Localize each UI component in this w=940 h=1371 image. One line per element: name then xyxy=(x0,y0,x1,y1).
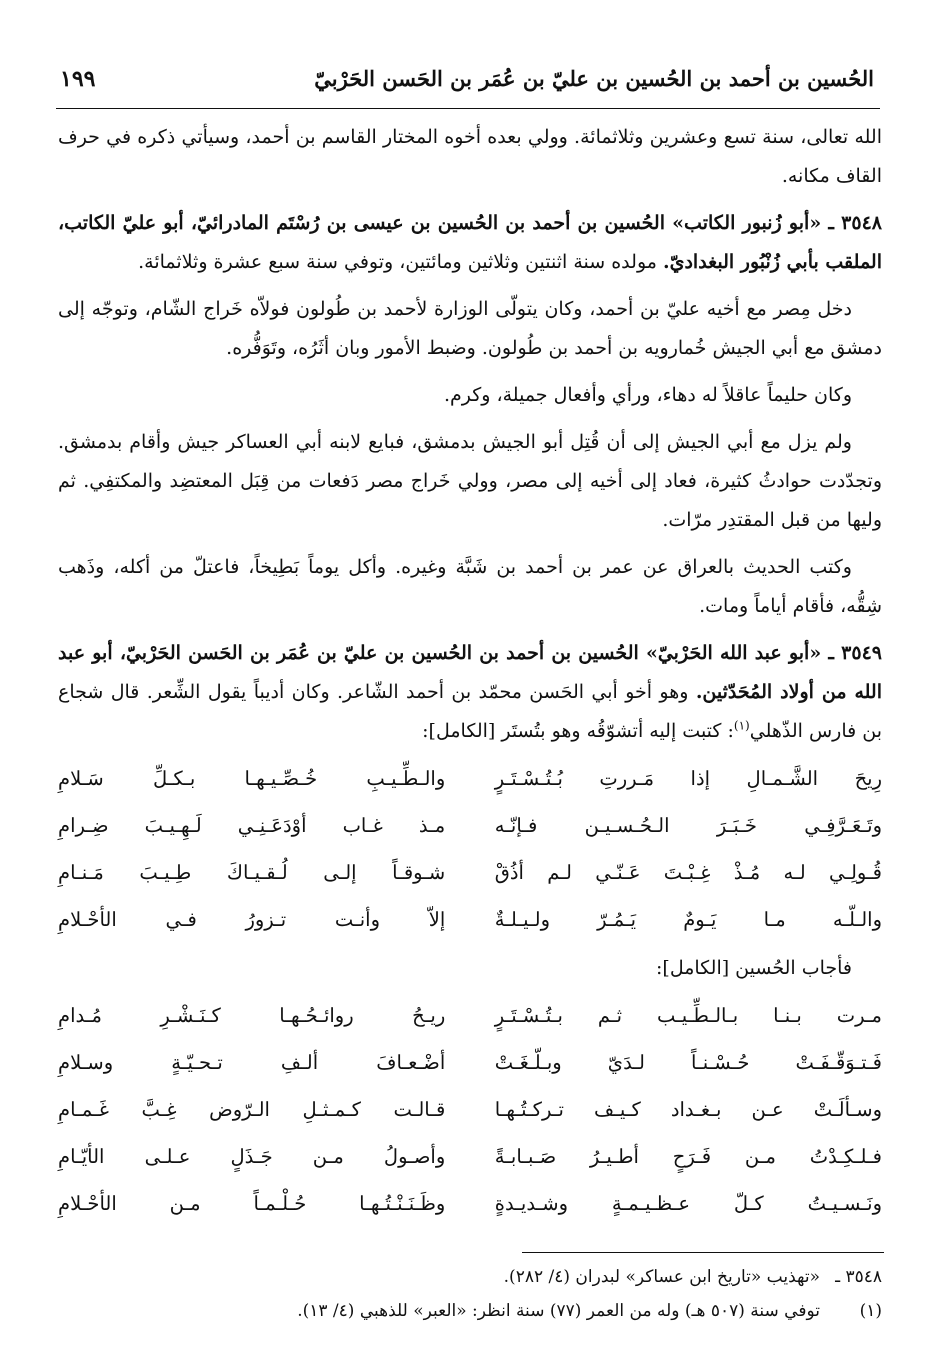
footnote-divider xyxy=(522,1252,884,1253)
verse-second-half: وأصـولُ مـن جَـذَلٍ عـلـى الأيّـامِ xyxy=(58,1145,446,1168)
paragraph-abu-al-jaysh: ولم يزل مع أبي الجيش إلى أن قُتِل أبو الجيش بدمشق، فبايع لابنه أبي العساكر جيش وأقام بدمشق. وتجدّدت حوادثُ كثيرة، فعاد إلى أخيه إلى مصر، وولي خَراج مصر دَفعات من قِبَل المعتضِد والمكتفِي. ثم وليها من قبل المقتدِر مرّات. xyxy=(58,431,882,531)
verse-first-half: رِيحَ الشَّـمـالِ إذا مَـررتِ بُـتُـسْـتَـرٍ xyxy=(494,767,882,790)
verse-second-half: والـطِّـيـبِ خُـصِّـيـهـا بـكـلِّ سَـلامِ xyxy=(58,767,446,790)
poem-letter xyxy=(58,755,882,943)
entry-3549-text: وهو أخو أبي الحَسن محمّد بن أحمد الشّاعر. وكان أديباً يقول الشِّعر. قال شجاع بن فارس الذّهلي xyxy=(58,681,882,742)
verse-first-half: فَـتـوَقّـفَـتْ حُـسْـنـاً لـدَيّ وبـلّـغَـتْ xyxy=(494,1051,882,1074)
footnote-1 xyxy=(58,1294,882,1328)
footnote-text: توفي سنة (٥٠٧ هـ) وله من العمر (٧٧) سنة انظر: «العبر» للذهبي (٤/ ١٣). xyxy=(297,1301,820,1321)
reply-intro: فأجاب الحُسين [الكامل]: xyxy=(656,957,852,979)
verse-first-half: ونَـسـيـتُ كـلّ عـظـيـمـةٍ وشـديـدةٍ xyxy=(494,1192,882,1215)
verse xyxy=(58,1039,882,1086)
verse xyxy=(58,992,882,1039)
entry-3548-dates: مولده سنة اثنتين وثلاثين ومائتين، وتوفي سنة سبع عشرة وثلاثمائة. xyxy=(138,251,663,273)
paragraph-hadith: وكتب الحديث بالعراق عن عمر بن أحمد بن شَبَّة وغيره. وأكل يوماً بَطِيخاً، فاعتلّ من أكله، وذَهب شِقُّه، فأقام أياماً ومات. xyxy=(58,556,882,617)
verse-first-half: وتَـعَـرَّفِـي خَـبَـرَ الـحُـسـيـن فـإنّـه xyxy=(494,814,882,837)
paragraph-character: وكان حليماً عاقلاً له دهاء، ورأي وأفعال جميلة، وكرم. xyxy=(443,384,852,406)
paragraph-egypt: دخل مِصر مع أخيه عليّ بن أحمد، وكان يتولّى الوزارة لأحمد بن طُولون فولاّه خَراج الشّام، وتوجّه إلى دمشق مع أبي الجيش خُمارويه بن أحمد بن طُولون. وضبط الأمور وبان أثَرُه، وتَوَفُّره. xyxy=(58,298,882,359)
page-body xyxy=(58,118,882,1233)
verse-second-half: قـالـت كـمـثـلِ الـرّوض غِـبَّ غَـمـامِ xyxy=(58,1098,446,1121)
footnote-text: «تهذيب «تاريخ ابن عساكر» لبدران (٤/ ٢٨٢). xyxy=(503,1267,820,1287)
poem-reply xyxy=(58,992,882,1227)
verse-first-half: قُـولِـي لـه مُـذْ غِـبْـتَ عَـنّـي لـم أذُقْ xyxy=(494,861,882,884)
verse xyxy=(58,1133,882,1180)
verse xyxy=(58,802,882,849)
verse-second-half: ريـحُ روائـحُـهـا كـنَـشْـرِ مُـدامِ xyxy=(58,1004,446,1027)
verse-second-half: وظَـنَـنْـتُـهـا حُـلْـمـاً مـن الأحْـلامِ xyxy=(58,1192,446,1215)
verse-first-half: فـلـكِـدْتُ مـن فَـرَحٍ أطـيـرُ صَـبـابـةً xyxy=(494,1145,882,1168)
entry-3549-tail: : كتبت إليه أتشوّقُه وهو بتُستَر [الكامل]: xyxy=(422,720,734,742)
verse xyxy=(58,849,882,896)
entry-3549 xyxy=(58,634,882,751)
footnote-ref[interactable]: (١) xyxy=(733,718,750,733)
verse-second-half: مـذ غـاب أوْدَعَـنِـي لَـهِـيـبَ ضِـرامِ xyxy=(58,814,446,837)
page-header xyxy=(56,62,880,109)
entry-3548 xyxy=(58,204,882,282)
running-title: الحُسين بن أحمد بن الحُسين بن عليّ بن عُمَر بن الحَسن الحَرْبيّ xyxy=(314,66,874,91)
verse-first-half: مـرت بـنـا بـالـطِّـيـب ثـم بـتُـسْـتَـرٍ xyxy=(494,1004,882,1027)
verse xyxy=(58,755,882,802)
paragraph-continuation: الله تعالى، سنة تسع وعشرين وثلاثمائة. وولي بعده أخوه المختار القاسم بن أحمد، وسيأتي ذكره في حرف القاف مكانه. xyxy=(58,126,882,187)
entry-3549-heading: ٣٥٤٩ ـ «أبو عبد الله الحَرْبيّ» الحُسين بن أحمد بن الحُسين بن عليّ بن عُمَر بن الحَسن الحَرْبيّ، أبو عبد الله من أولاد المُحَدّثين. xyxy=(58,642,882,703)
verse xyxy=(58,1180,882,1227)
verse-first-half: وسـألَـتْ عـن بـغـداد كـيـف تـركـتُـهـا xyxy=(494,1098,882,1121)
footnotes xyxy=(58,1260,882,1328)
footnote-number: (١) xyxy=(859,1301,882,1321)
footnote-3548 xyxy=(58,1260,882,1294)
verse-second-half: إلاّ وأنـت تـزورُ فـي الأحْـلامِ xyxy=(58,908,446,931)
verse xyxy=(58,1086,882,1133)
footnote-number: ٣٥٤٨ ـ xyxy=(835,1267,882,1287)
verse-second-half: أضْـعـافَ ألـفِ تـحـيّـةٍ وسـلامِ xyxy=(58,1051,446,1074)
page-number: ١٩٩ xyxy=(60,66,96,92)
verse xyxy=(58,896,882,943)
verse-second-half: شـوقـاً إلـى لُـقـيـاكَ طِـيـبَ مَـنـامِ xyxy=(58,861,446,884)
entry-3548-heading: ٣٥٤٨ ـ «أبو زُنبور الكاتب» الحُسين بن أحمد بن الحُسين بن عيسى بن رُسْتَم المادرائيّ، أبو عليّ الكاتب، الملقب بأبي زُنْبُور البغداديّ. xyxy=(58,212,882,273)
verse-first-half: والـلّـه مـا يَـومٌ يَـمُـرّ ولـيـلـةٌ xyxy=(494,908,882,931)
